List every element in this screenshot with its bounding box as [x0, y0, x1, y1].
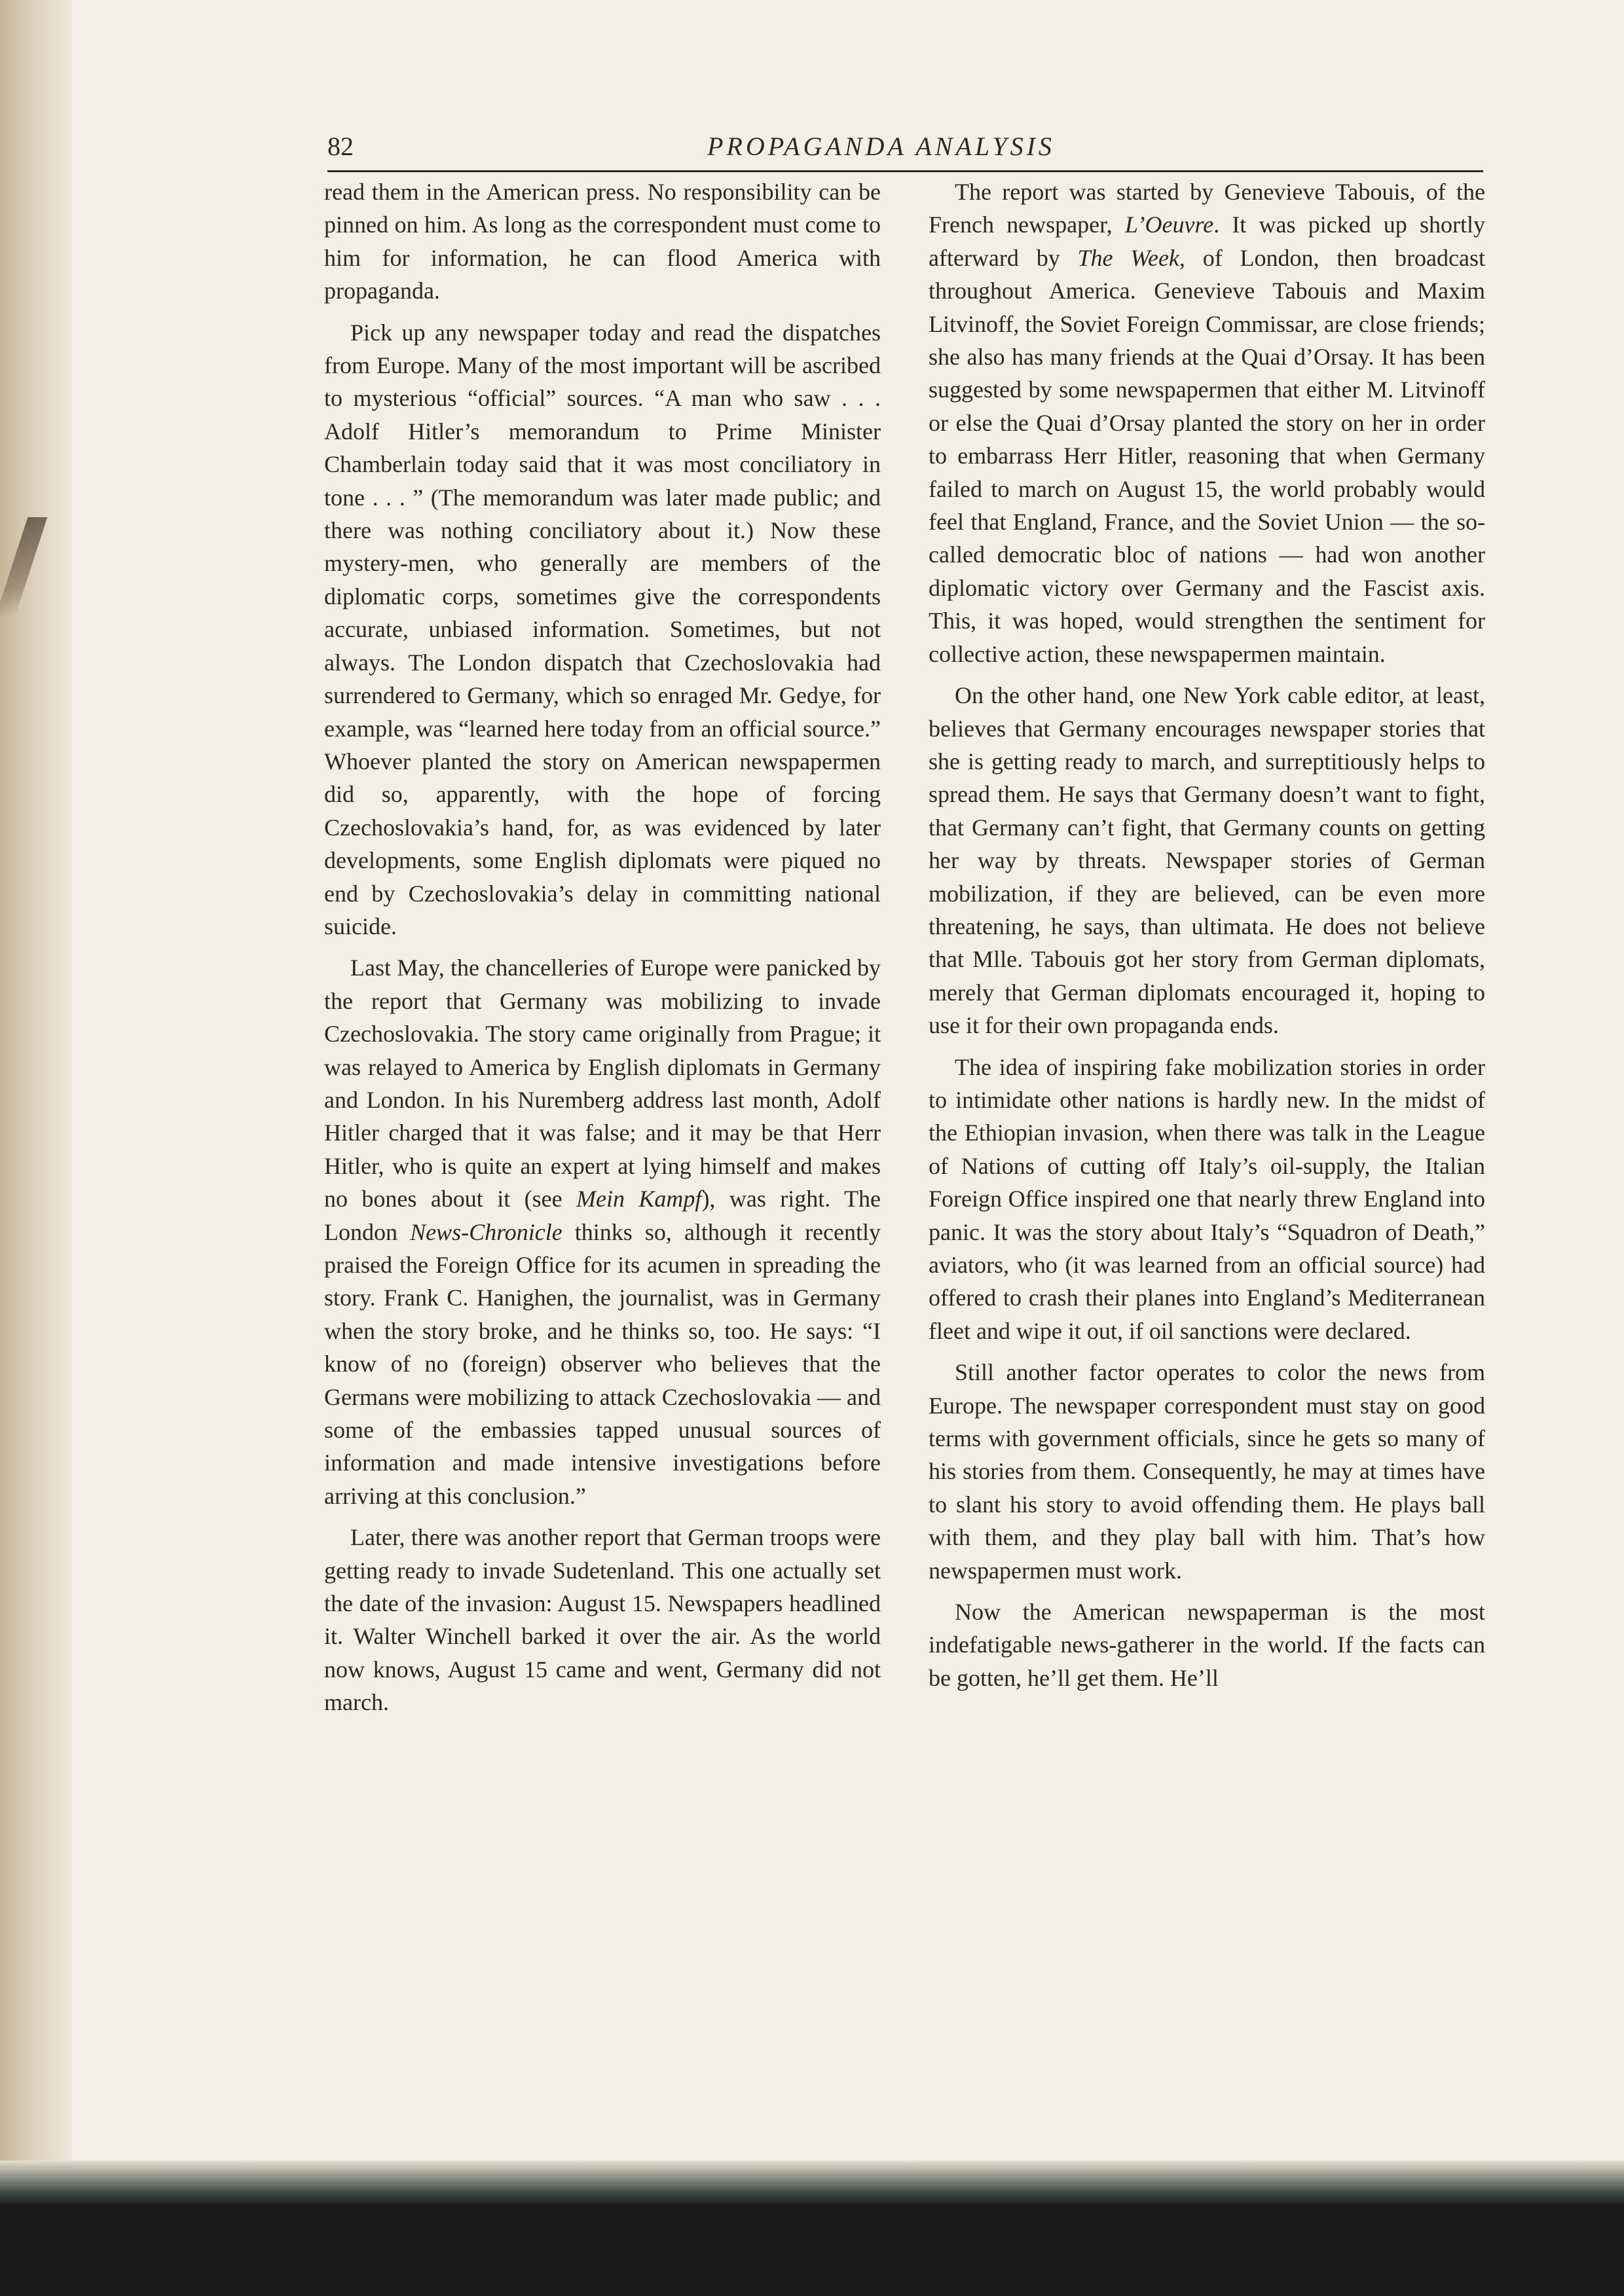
paragraph-text: The report was started by Genevieve Tabouis, of the French newspaper, — [929, 179, 1485, 238]
paragraph-text: thinks so, although it recently praised the Foreign Office for its acumen in spreading the story. Frank C. Hanighen, the journalist, was in Germany when the story broke, and he thinks so, too. He says: “I know of no (foreign) observer who believes that the Germans were mobilizing to attack Czechoslovakia — and some of the embassies tapped unusual sources of information and made intensive investigations before arriving at this conclusion.” — [324, 1218, 881, 1509]
newspaper-title: L’Oeuvre — [1124, 211, 1214, 238]
paragraph-text: . It was picked up shortly afterward by — [929, 211, 1485, 271]
newspaper-title: News-Chronicle — [410, 1218, 563, 1245]
page-gutter — [0, 0, 72, 2206]
paragraph-text: Last May, the chancelleries of Europe were panicked by the report that Germany was mobilizing to invade Czechoslovakia. The story came originally from Prague; it was relayed to America by English diplomats in Germany and London. In his Nuremberg address last month, Adolf Hitler charged that it was false; and it may be that Herr Hitler, who is quite an expert at lying himself and makes no bones about it (see — [324, 955, 881, 1212]
paragraph: Now the American newspaperman is the most indefatigable news-gatherer in the world. If the facts can be gotten, he’ll get them. He’ll — [929, 1599, 1485, 1691]
paragraph-text: ), was right. The London — [324, 1186, 881, 1245]
newspaper-title: The Week — [1077, 244, 1179, 271]
paragraph: Still another factor operates to color the news from Europe. The newspaper correspondent must stay on good terms with government officials, since he gets so many of his stories from them. Consequently, he may at times have to slant his story to avoid offending them. He plays ball with them, and they play ball with him. That’s how newspapermen must work. — [929, 1359, 1485, 1584]
running-head: PROPAGANDA ANALYSIS — [707, 132, 1055, 161]
book-title: Mein Kampf — [576, 1186, 702, 1212]
paragraph — [929, 175, 1485, 670]
left-column — [324, 175, 881, 1728]
page-header — [327, 131, 1483, 172]
right-column — [929, 175, 1485, 1703]
paragraph: Later, there was another report that German troops were getting ready to invade Sudetenland. This one actually set the date of the invasion: August 15. Newspapers headlined it. Walter Winchell barked it over the air. As the world now knows, August 15 came and went, Germany did not march. — [324, 1524, 881, 1716]
paragraph: read them in the American press. No responsibility can be pinned on him. As long as the correspondent must come to him for information, he can flood America with propaganda. — [324, 179, 881, 304]
paragraph-text: , of London, then broadcast throughout America. Genevieve Tabouis and Maxim Litvinoff, the Soviet Foreign Commissar, are close friends; she also has many friends at the Quai d’Orsay. It has been suggested by some newspapermen that either M. Litvinoff or else the Quai d’Orsay planted the story on her in order to embarrass Herr Hitler, reasoning that when Germany failed to march on August 15, the world probably would feel that England, France, and the Soviet Union — the so-called democratic bloc of nations — had won another diplomatic victory over Germany and the Fascist axis. This, it was hoped, would strengthen the sentiment for collective action, these newspapermen maintain. — [929, 244, 1485, 667]
paragraph: On the other hand, one New York cable editor, at least, believes that Germany encourages newspaper stories that she is getting ready to march, and surreptitiously helps to spread them. He says that Germany doesn’t want to fight, that Germany can’t fight, that Germany counts on getting her way by threats. Newspaper stories of German mobilization, if they are believed, can be even more threatening, he says, than ultimata. He does not believe that Mlle. Tabouis got her story from German diplomats, merely that German diplomats encouraged it, hoping to use it for their own propaganda ends. — [929, 682, 1485, 1039]
gutter-stain — [0, 517, 47, 615]
paragraph: Pick up any newspaper today and read the dispatches from Europe. Many of the most important will be ascribed to mysterious “official” sources. “A man who saw . . . Adolf Hitler’s memorandum to Prime Minister Chamberlain today said that it was most conciliatory in tone . . . ” (The memorandum was later made public; and there was nothing conciliatory about it.) Now these mystery-men, who generally are members of the diplomatic corps, sometimes give the correspondents accurate, unbiased information. Sometimes, but not always. The London dispatch that Czechoslovakia had surrendered to Germany, which so enraged Mr. Gedye, for example, was “learned here today from an official source.” Whoever planted the story on American newspapermen did so, apparently, with the hope of forcing Czechoslovakia’s hand, for, as was evidenced by later developments, some English diplomats were piqued no end by Czechoslovakia’s delay in committing national suicide. — [324, 319, 881, 939]
page-bottom-edge — [0, 2160, 1624, 2206]
page-number: 82 — [327, 132, 354, 161]
paragraph: The idea of inspiring fake mobilization stories in order to intimidate other nations is hardly new. In the midst of the Ethiopian invasion, when there was talk in the League of Nations of cutting off Italy’s oil-supply, the Italian Foreign Office inspired one that nearly threw England into panic. It was the story about Italy’s “Squadron of Death,” aviators, who (it was learned from an official source) had offered to crash their planes into England’s Mediterranean fleet and wipe it out, if oil sanctions were declared. — [929, 1053, 1485, 1344]
paragraph — [324, 951, 881, 1512]
